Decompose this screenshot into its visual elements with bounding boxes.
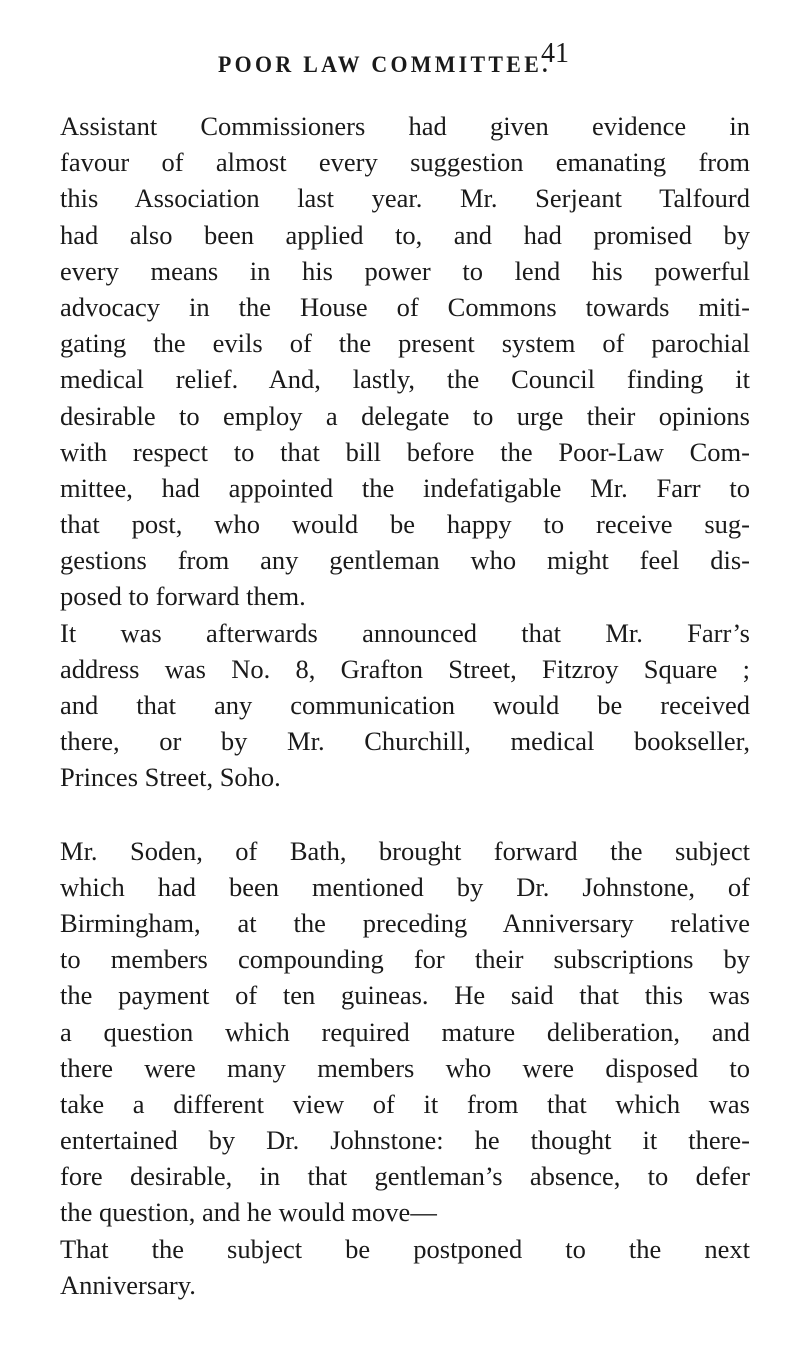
paragraph-farr-address (60, 615, 750, 796)
text-line: That the subject be postponed to the next (60, 1233, 750, 1264)
running-header (0, 38, 800, 82)
text-line: that post, who would be happy to receive sug- (60, 509, 750, 540)
paragraph-soden-motion (60, 833, 750, 1231)
text-line: the payment of ten guineas. He said that this was (60, 980, 750, 1011)
text-line: Mr. Soden, of Bath, brought forward the subject (60, 835, 750, 866)
text-line: Assistant Commissioners had given evidence in (60, 111, 750, 141)
text-line: to members compounding for their subscriptions by (60, 944, 750, 975)
text-line: fore desirable, in that gentleman’s absence, to defer (60, 1161, 750, 1192)
text-line: every means in his power to lend his powerful (60, 255, 750, 286)
text-line: take a different view of it from that which was (60, 1088, 750, 1119)
text-line: It was afterwards announced that Mr. Farr’s (60, 617, 750, 648)
text-line: had also been applied to, and had promised by (60, 219, 750, 250)
text-line: favour of almost every suggestion emanating from (60, 147, 750, 178)
text-line: mittee, had appointed the indefatigable Mr. Farr to (60, 472, 750, 503)
text-line: advocacy in the House of Commons towards miti- (60, 291, 750, 322)
running-title: POOR LAW COMMITTEE. (218, 52, 551, 77)
text-line: the question, and he would move— (60, 1197, 437, 1228)
body-text (60, 108, 750, 1303)
text-line: and that any communication would be received (60, 690, 750, 720)
text-line: which had been mentioned by Dr. Johnstone, of (60, 871, 750, 902)
text-line: entertained by Dr. Johnstone: he thought it there- (60, 1125, 750, 1156)
page-number: 41 (541, 38, 569, 69)
text-line: there were many members who were disposed to (60, 1052, 750, 1083)
paragraph-resolution (60, 1231, 750, 1303)
text-line: this Association last year. Mr. Serjeant Talfourd (60, 183, 750, 214)
text-line: Princes Street, Soho. (60, 762, 281, 793)
text-line: a question which required mature deliberation, and (60, 1016, 750, 1047)
text-line: Anniversary. (60, 1269, 196, 1300)
text-line: address was No. 8, Grafton Street, Fitzroy Square ; (60, 653, 750, 684)
text-line: there, or by Mr. Churchill, medical bookseller, (60, 726, 750, 757)
text-line: Birmingham, at the preceding Anniversary relative (60, 907, 750, 938)
paragraph-council-report (60, 108, 750, 615)
text-line: with respect to that bill before the Poor-Law Com- (60, 436, 750, 467)
text-line: medical relief. And, lastly, the Council finding it (60, 364, 750, 395)
text-line: gestions from any gentleman who might feel dis- (60, 545, 750, 576)
text-line: gating the evils of the present system of parochial (60, 328, 750, 359)
paragraph-spacer (60, 796, 750, 833)
text-line: posed to forward them. (60, 581, 306, 612)
text-line: desirable to employ a delegate to urge their opinions (60, 400, 750, 431)
